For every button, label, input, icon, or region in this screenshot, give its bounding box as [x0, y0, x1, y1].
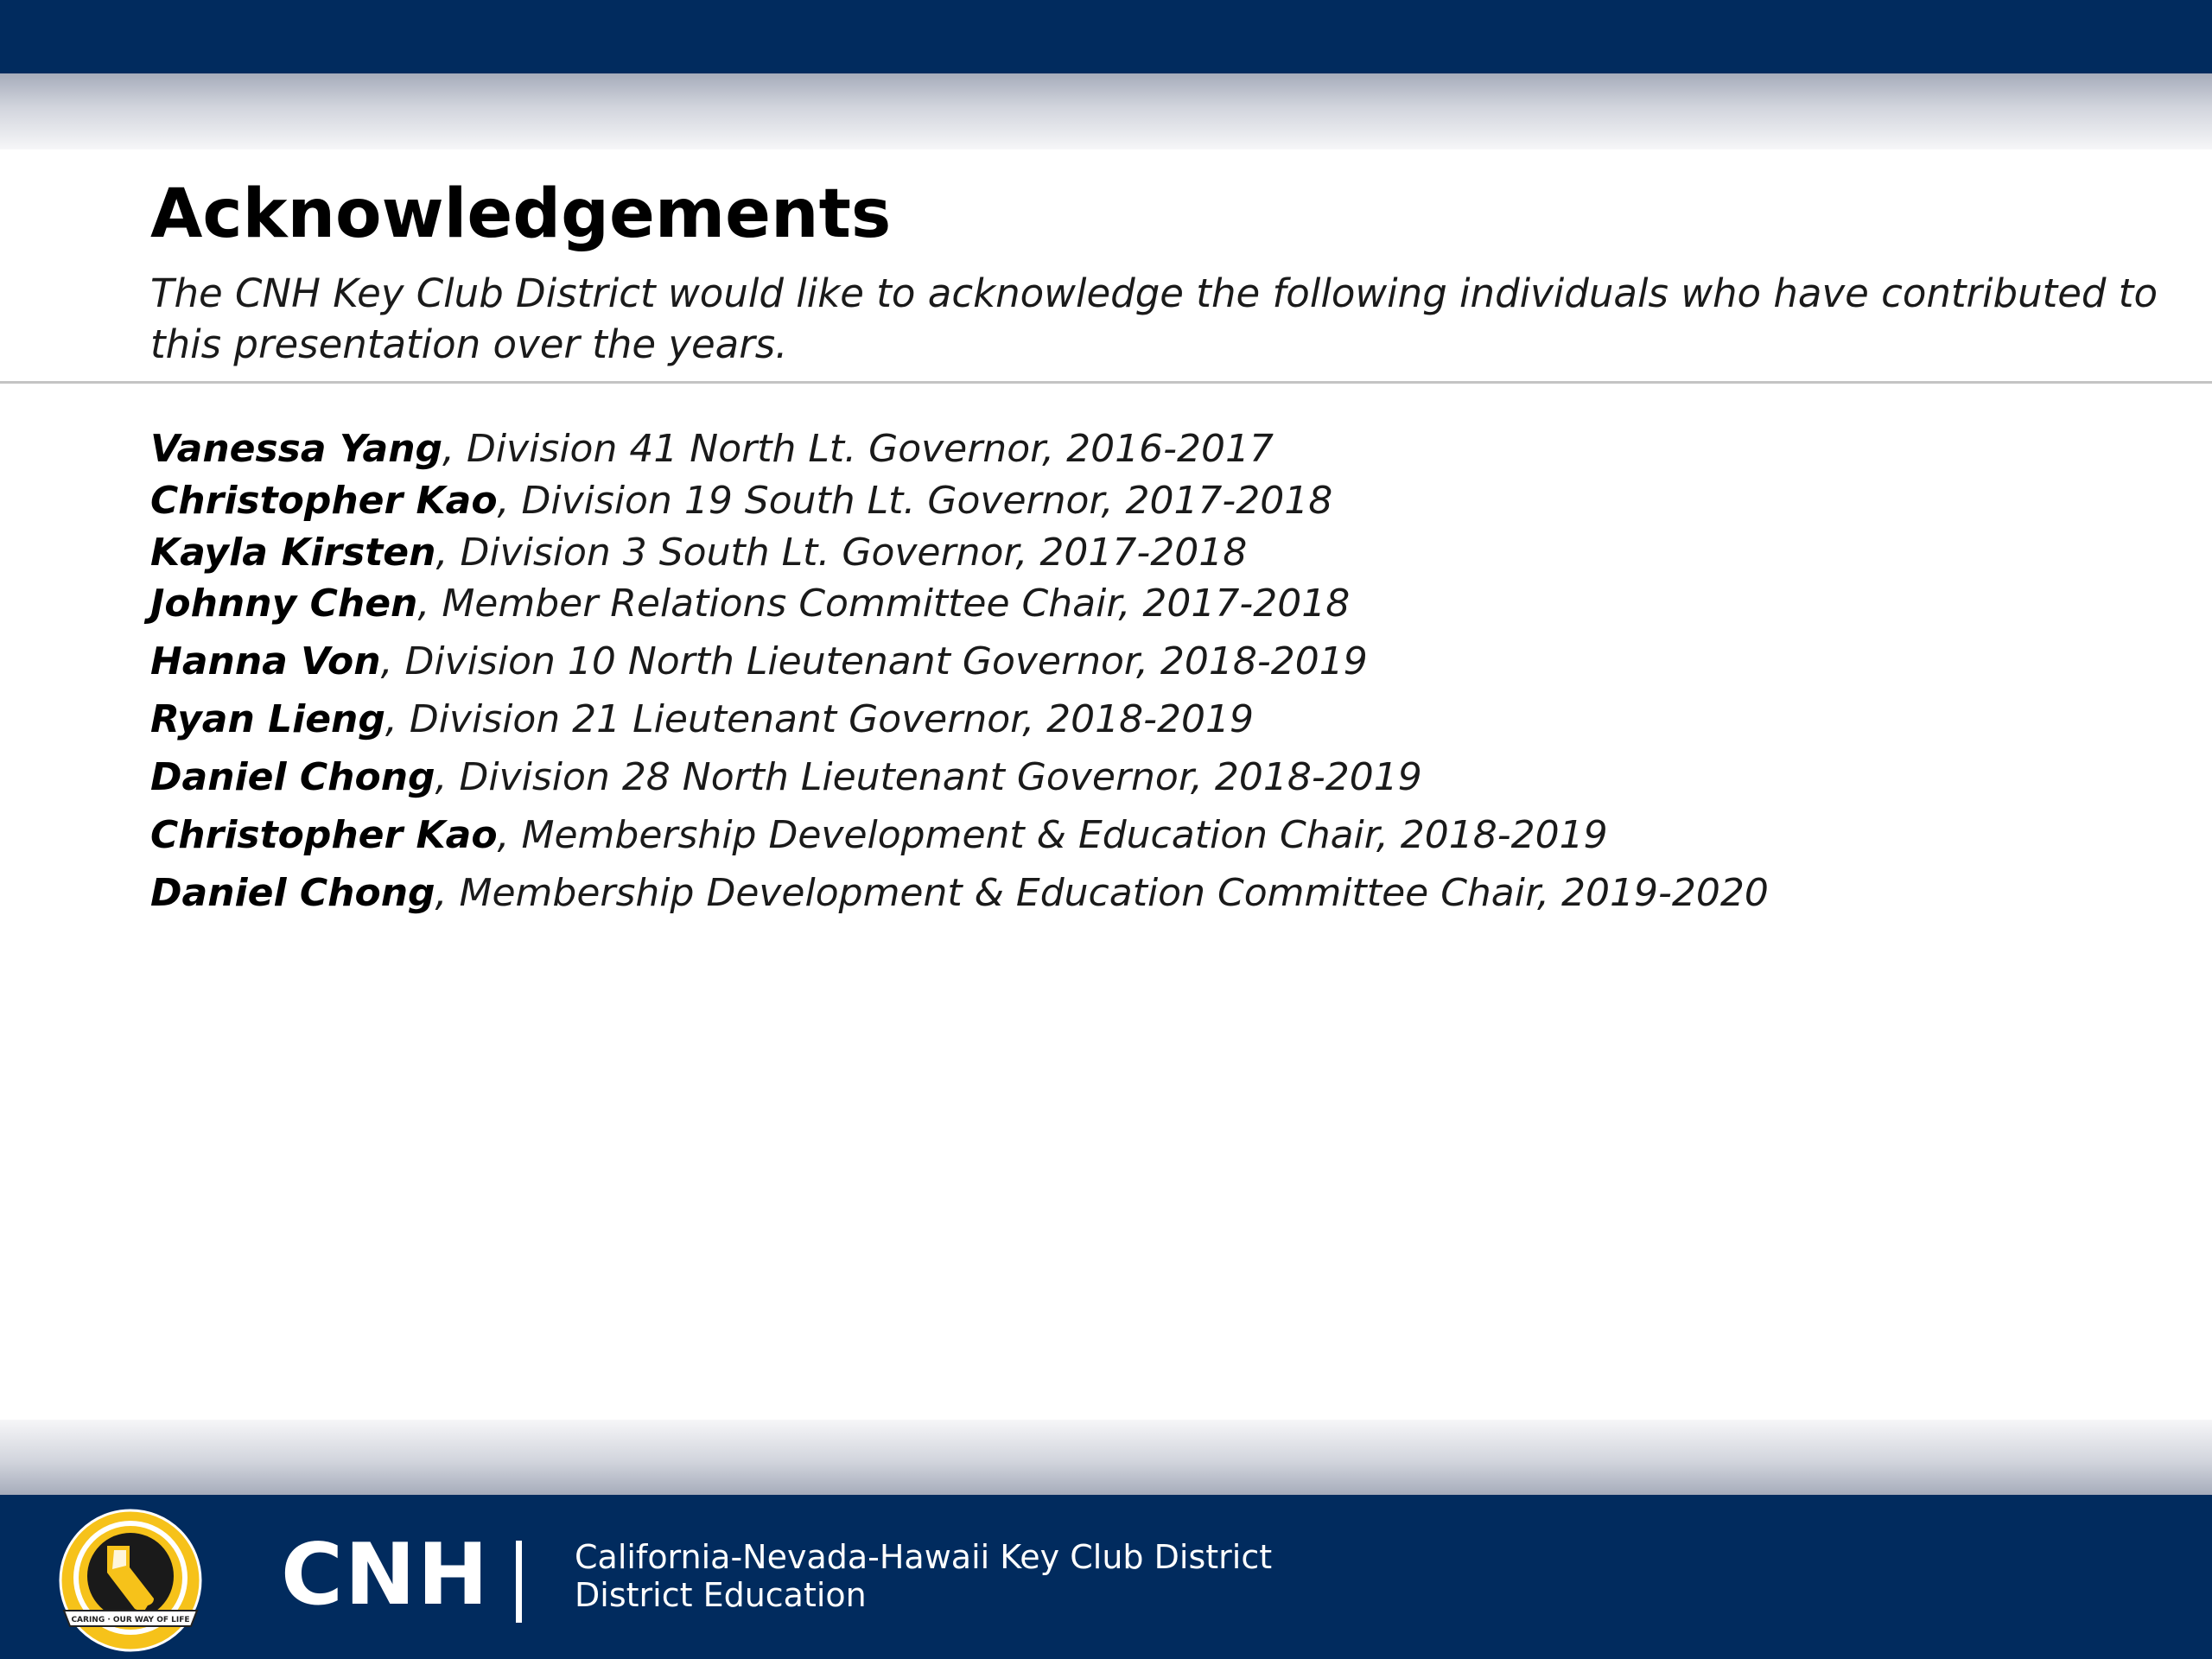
header-bar: [0, 0, 2212, 73]
person-role: , Member Relations Committee Chair, 2017-2018: [417, 582, 1351, 626]
person-role: , Division 10 North Lieutenant Governor, 2018-2019: [380, 639, 1368, 683]
footer-organization: California-Nevada-Hawaii Key Club District: [575, 1538, 1273, 1576]
page-title: Acknowledgements: [150, 175, 892, 253]
person-name: Ryan Lieng: [150, 697, 385, 741]
person-role: , Division 21 Lieutenant Governor, 2018-2019: [385, 697, 1254, 741]
person-name: Vanessa Yang: [150, 427, 443, 471]
page-subtitle: The CNH Key Club District would like to acknowledge the following individuals who have contributed to this presentation over the years.: [150, 270, 2158, 367]
title-divider: [0, 381, 2212, 384]
seal-banner-text: CARING · OUR WAY OF LIFE: [71, 1616, 190, 1624]
person-name: Christopher Kao: [150, 479, 498, 523]
person-role: , Division 19 South Lt. Governor, 2017-2018: [497, 479, 1333, 523]
footer-department: District Education: [575, 1576, 867, 1614]
header-gradient: [0, 73, 2212, 149]
person-name: Johnny Chen: [150, 582, 418, 626]
acknowledgement-item: [150, 475, 1332, 527]
footer-gradient: [0, 1420, 2212, 1495]
brand-wordmark: CNH: [281, 1526, 490, 1624]
person-role: , Division 3 South Lt. Governor, 2017-2018: [435, 531, 1248, 575]
person-name: Daniel Chong: [150, 755, 435, 799]
person-name: Daniel Chong: [150, 871, 435, 915]
acknowledgement-item: [150, 578, 1350, 630]
acknowledgement-item: [150, 810, 1608, 861]
person-role: , Membership Development & Education Chair, 2018-2019: [497, 813, 1608, 857]
person-name: Kayla Kirsten: [150, 531, 436, 575]
key-club-seal-icon: [57, 1507, 204, 1654]
person-role: , Membership Development & Education Committee Chair, 2019-2020: [435, 871, 1769, 915]
acknowledgement-item: [150, 694, 1254, 746]
acknowledgement-item: [150, 636, 1368, 688]
acknowledgement-item: [150, 423, 1274, 475]
person-name: Christopher Kao: [150, 813, 498, 857]
footer-separator: [516, 1541, 522, 1623]
person-name: Hanna Von: [150, 639, 381, 683]
person-role: , Division 41 North Lt. Governor, 2016-2017: [442, 427, 1274, 471]
acknowledgement-item: [150, 527, 1247, 579]
acknowledgement-item: [150, 868, 1769, 919]
person-role: , Division 28 North Lieutenant Governor, 2018-2019: [435, 755, 1422, 799]
acknowledgement-item: [150, 752, 1422, 804]
